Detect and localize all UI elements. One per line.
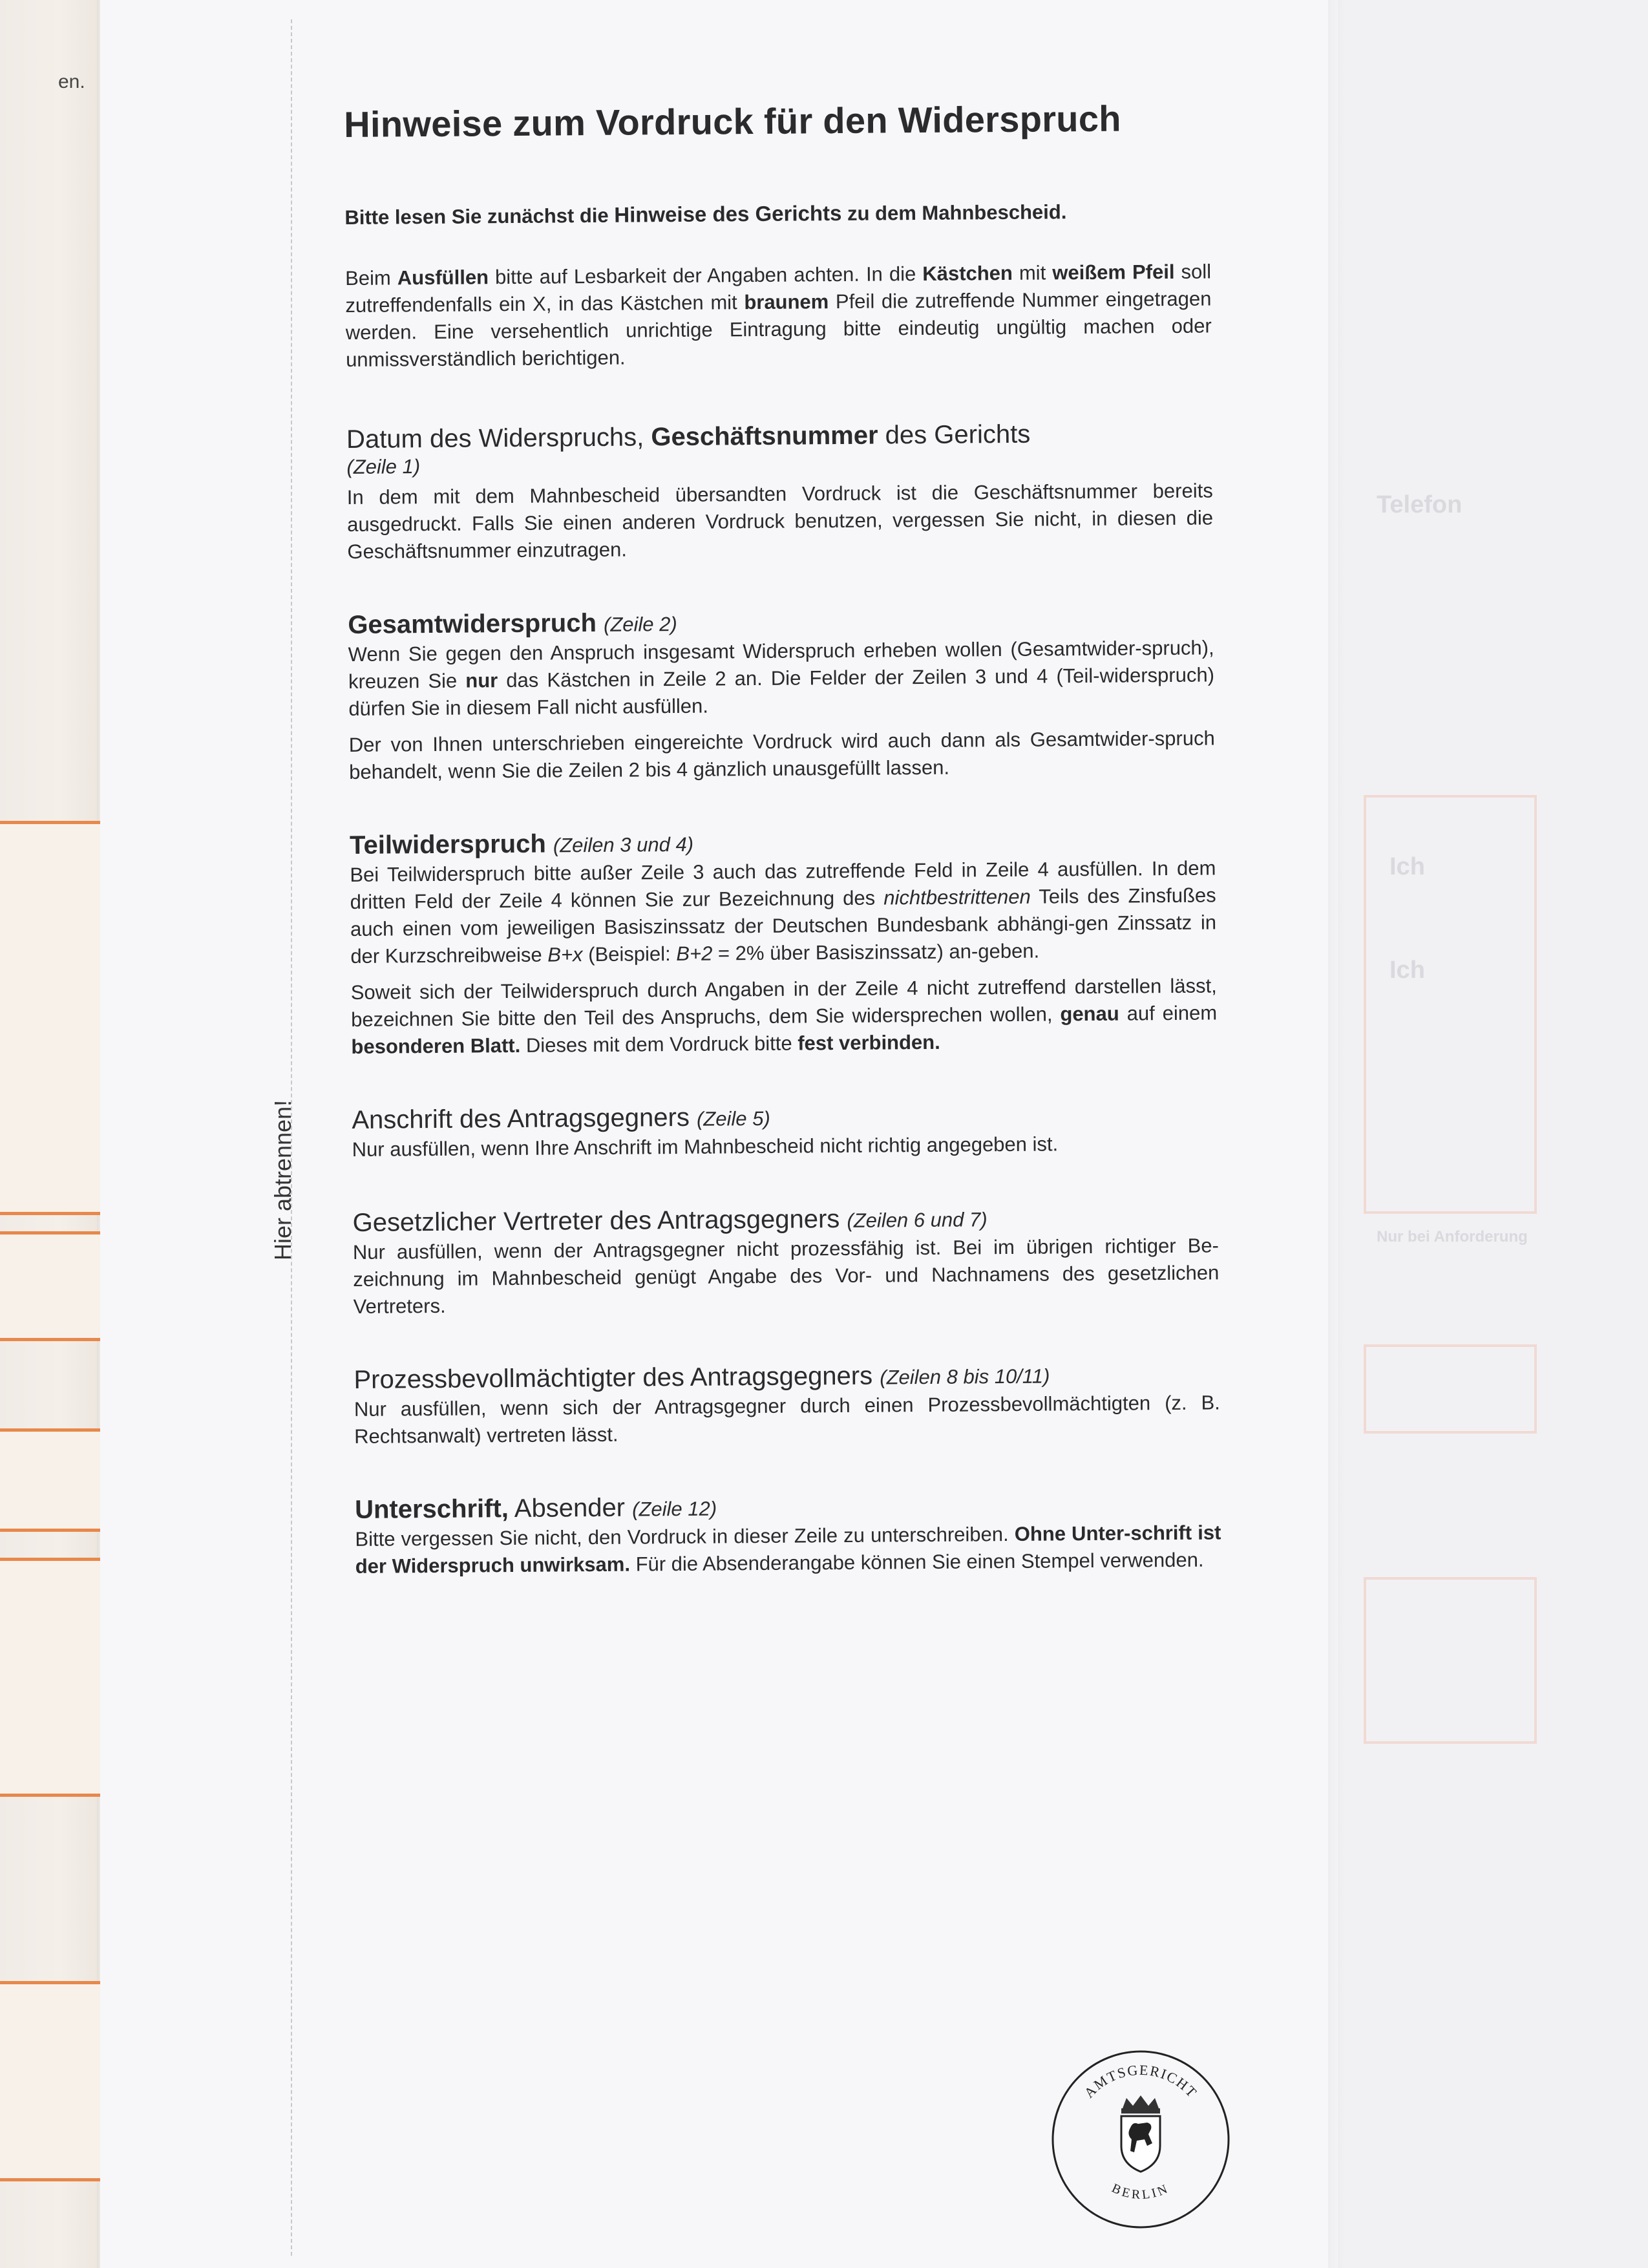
intro-p-bold: braunem <box>744 290 829 314</box>
section-teilwiderspruch <box>350 824 1218 1061</box>
heading-bold: Teilwiderspruch <box>349 829 546 860</box>
text-italic: B+x <box>547 943 583 966</box>
line-reference: (Zeile 2) <box>603 612 677 636</box>
text-bold: fest verbinden. <box>798 1030 940 1055</box>
intro-p-text: Pfeil die zutreffende Nummer eingetragen werden. Eine versehentlich unrichtige Eintragung bitte eindeutig ungültig machen oder unmissverständlich berichtigen. <box>345 287 1212 371</box>
section-text-2: Der von Ihnen unterschrieben eingereichte Vordruck wird auch dann als Gesamtwider-spruch behandelt, wenn Sie die Zeilen 2 bis 4 gänzlich unausgefüllt lassen. <box>348 726 1215 783</box>
text: = 2% über Basiszinssatz) an-geben. <box>712 939 1040 965</box>
line-reference: (Zeilen 6 und 7) <box>847 1208 988 1232</box>
section-heading <box>350 824 1216 860</box>
ghost-text-ich-1: Ich <box>1389 853 1425 880</box>
text-bold: nur <box>465 669 498 692</box>
section-text: Nur ausfüllen, wenn sich der Antragsgegner durch einen Prozessbevollmächtigten (z. B. Rechtsanwalt) vertreten lässt. <box>354 1391 1220 1448</box>
intro-p-text: mit <box>1012 261 1053 284</box>
page-title: Hinweise zum Vordruck für den Widerspruch <box>344 98 1121 145</box>
section-heading <box>352 1099 1218 1135</box>
intro-p-text: Beim <box>344 266 397 290</box>
text: Teils des Zinsfußes auch einen vom jeweiligen Basiszinssatz der Deutschen Bundesbank abhängi-gen Zinssatz in der Kurzschreibweise <box>350 884 1217 968</box>
section-datum <box>346 418 1214 566</box>
intro-line <box>344 196 1210 231</box>
text-bold: Ohne Unter-schrift ist der Widerspruch unwirksam. <box>355 1521 1221 1578</box>
intro-text-end: zu dem Mahnbescheid. <box>841 200 1067 225</box>
heading-bold: Gesamtwiderspruch <box>348 608 597 639</box>
section-heading <box>346 418 1212 454</box>
section-unterschrift <box>355 1489 1221 1580</box>
bear-crest-icon <box>1121 2095 1160 2172</box>
right-form-strip <box>1338 0 1648 2268</box>
text: Wenn Sie gegen den Anspruch insgesamt Widerspruch erheben wollen (Gesamtwider-spruch), kreuzen Sie <box>348 636 1214 693</box>
section-text <box>350 854 1216 970</box>
text: (Beispiel: <box>582 942 677 966</box>
section-heading <box>352 1202 1218 1238</box>
heading-bold: Geschäftsnummer <box>651 421 878 452</box>
line-reference: (Zeilen 3 und 4) <box>553 832 694 857</box>
text: Für die Absenderangabe können Sie einen Stempel verwenden. <box>629 1548 1204 1576</box>
text-bold: besonderen Blatt. <box>351 1033 521 1058</box>
seal-text-bottom: BERLIN <box>1109 2181 1172 2203</box>
ghost-text-anforderung: Nur bei Anforderung <box>1377 1228 1528 1245</box>
text: Bei Teilwiderspruch bitte außer Zeile 3 auch das zutreffende Feld in Zeile 4 ausfüllen. In dem dritten Feld der Zeile 4 können Sie zur Bezeichnung des <box>350 856 1216 913</box>
intro-p-bold: Ausfüllen <box>397 266 489 290</box>
left-fragment-1: en. <box>58 71 85 92</box>
section-text: In dem mit dem Mahnbescheid übersandten Vordruck ist die Geschäftsnummer bereits ausgedruckt. Falls Sie einen anderen Vordruck benutzen, vergessen Sie nicht, in diesen die Geschäftsnummer einzutragen. <box>346 479 1214 563</box>
ghost-form-box-2 <box>1364 1344 1537 1434</box>
instruction-text <box>344 96 1221 1625</box>
text: Soweit sich der Teilwiderspruch durch Angaben in der Zeile 4 nicht zutreffend darstellen lässt, bezeichnen Sie bitte den Teil des Anspruchs, dem Sie widersprechen wollen, <box>350 974 1217 1031</box>
heading-text: Datum des Widerspruchs, <box>346 423 651 454</box>
intro-p-bold: weißem Pfeil <box>1052 260 1175 284</box>
section-prozessbevollmaechtigter <box>354 1359 1220 1450</box>
text-italic: nichtbestrittenen <box>883 885 1031 909</box>
text-bold: genau <box>1060 1002 1119 1026</box>
section-gesetzlicher-vertreter <box>352 1202 1219 1320</box>
heading-text: des Gerichts <box>878 419 1031 450</box>
heading-text: Anschrift des Antragsgegners <box>352 1103 690 1134</box>
text-italic: B+2 <box>676 942 713 966</box>
fold-shadow <box>1328 0 1344 2268</box>
intro-text: Bitte lesen Sie zunächst die <box>344 204 615 229</box>
text: Dieses mit dem Vordruck bitte <box>520 1032 798 1057</box>
court-seal <box>1050 2049 1231 2230</box>
section-heading <box>348 604 1214 640</box>
heading-text: Prozessbevollmächtigter des Antragsgegners <box>354 1361 873 1394</box>
line-reference: (Zeile 1) <box>346 455 421 478</box>
line-reference: (Zeilen 8 bis 10/11) <box>880 1364 1050 1389</box>
ghost-text-telefon: Telefon <box>1377 491 1463 518</box>
heading-bold: Unterschrift, <box>354 1494 509 1524</box>
section-heading <box>355 1489 1221 1525</box>
seal-text-top: AMTSGERICHT <box>1081 2061 1201 2101</box>
intro-p-text: bitte auf Lesbarkeit der Angaben achten. In die <box>488 262 923 289</box>
section-text: Nur ausfüllen, wenn Ihre Anschrift im Mahnbescheid nicht richtig angegeben ist. <box>352 1132 1059 1161</box>
text: auf einem <box>1119 1001 1218 1025</box>
line-reference: (Zeile 12) <box>632 1497 717 1521</box>
intro-p-bold: Kästchen <box>922 261 1013 285</box>
tear-off-label: Hier abtrennen! <box>269 1099 296 1260</box>
heading-text: Absender <box>508 1493 626 1523</box>
intro-bold: Hinweise des Gerichts <box>614 200 842 227</box>
section-text: Nur ausfüllen, wenn der Antragsgegner nicht prozessfähig ist. Bei im übrigen richtiger Be-zeichnung im Mahnbescheid genügt Angabe des Vor- und Nachnamens des gesetzlichen Vertreters. <box>352 1234 1220 1318</box>
heading-text: Gesetzlicher Vertreter des Antragsgegners <box>352 1205 840 1237</box>
ghost-form-box-3 <box>1364 1577 1537 1744</box>
section-gesamtwiderspruch <box>348 604 1215 786</box>
intro-paragraph <box>345 258 1212 374</box>
line-reference: (Zeile 5) <box>696 1107 770 1130</box>
section-text <box>355 1519 1221 1580</box>
section-text <box>348 634 1215 723</box>
intro-p-text: soll zutreffendenfalls ein X, in das Kästchen mit <box>345 260 1212 317</box>
section-text-2 <box>351 972 1218 1061</box>
ghost-text-ich-2: Ich <box>1389 957 1425 984</box>
section-heading <box>354 1359 1220 1395</box>
text: das Kästchen in Zeile 2 an. Die Felder der Zeilen 3 und 4 (Teil-widerspruch) dürfen Sie in diesem Fall nicht ausfüllen. <box>348 663 1215 720</box>
text: Bitte vergessen Sie nicht, den Vordruck in dieser Zeile zu unterschreiben. <box>355 1522 1015 1551</box>
section-anschrift <box>352 1099 1218 1163</box>
